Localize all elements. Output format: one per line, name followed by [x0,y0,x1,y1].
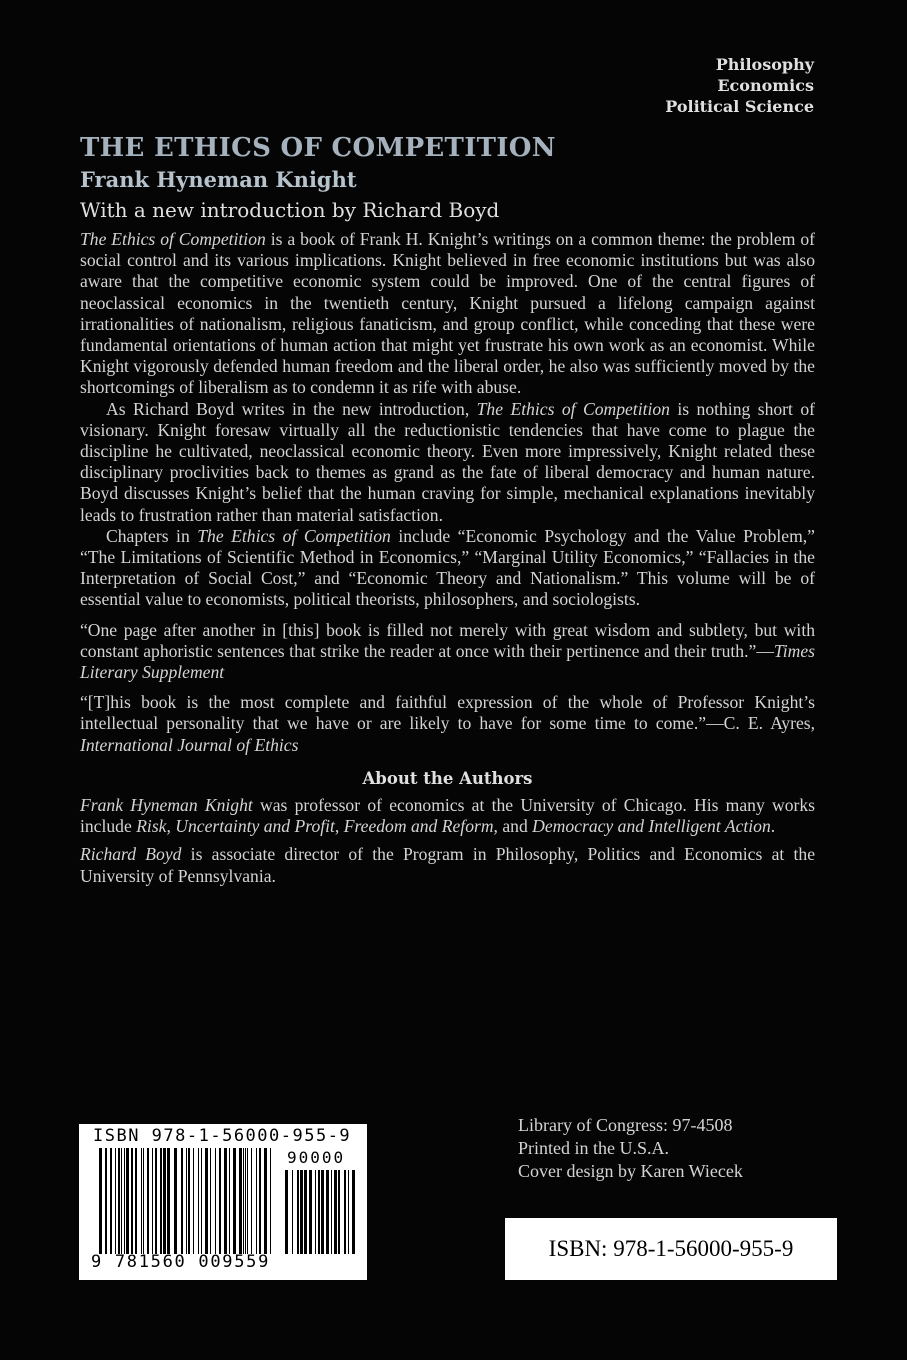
barcode-bar [163,1148,166,1254]
barcode-bar [219,1148,221,1254]
barcode-bar [210,1148,211,1254]
about-authors-heading: About the Authors [362,768,533,788]
category-economics: Economics [717,76,814,95]
barcode-bar [205,1148,208,1254]
category-philosophy: Philosophy [715,55,814,74]
barcode-bar [318,1170,320,1254]
library-of-congress: Library of Congress: 97-4508 [518,1115,733,1135]
barcode-bar [215,1148,216,1254]
book-title: THE ETHICS OF COMPETITION [80,133,556,163]
barcode-bar [174,1148,177,1254]
barcode-bar [115,1148,116,1254]
barcode-bar [126,1148,129,1254]
barcode-bar [141,1148,142,1254]
cover-design-credit: Cover design by Karen Wiecek [518,1161,743,1181]
barcode-bar [338,1170,340,1254]
barcode-bar [118,1148,120,1254]
barcode-bar [256,1148,257,1254]
barcode-bar [224,1148,227,1254]
barcode-bar [352,1170,355,1254]
barcode-bar [188,1148,190,1254]
isbn-barcode [79,1124,367,1280]
barcode-bar [110,1148,112,1254]
category-political-science: Political Science [665,97,814,116]
barcode-bar [135,1148,137,1254]
barcode-digits: 9 781560 009559 [91,1252,271,1272]
barcode-bar [229,1148,230,1254]
review-quote-2: “[T]his book is the most complete and faithful expression of the whole of Professor Knight’s intellectual personality that we have or are likely to have for some time to come.”—C. E. Ayres, International Journal of Ethics [80,692,815,755]
publication-info [518,1114,743,1183]
quote-source: Times Literary Supplement [80,640,815,683]
barcode-bar [201,1148,202,1254]
barcode-bar [245,1148,246,1254]
barcode-bar [131,1148,133,1254]
barcode-bar [309,1170,312,1254]
barcode-addon-bars [285,1170,355,1254]
barcode-bar [198,1148,199,1254]
barcode-bar [105,1148,107,1254]
barcode-bar [300,1170,303,1254]
barcode-bar [259,1148,261,1254]
printed-in: Printed in the U.S.A. [518,1138,669,1158]
barcode-bar [348,1170,349,1254]
barcode-bar [167,1148,170,1254]
book-title-italic: The Ethics of Competition [80,229,266,249]
book-author: Frank Hyneman Knight [80,167,357,192]
barcode-bar [239,1148,242,1254]
barcode-bar [331,1170,332,1254]
barcode-bar [321,1170,324,1254]
description-paragraph-3: Chapters in The Ethics of Competition include “Economic Psychology and the Value Problem,” “The Limitations of Scientific Method in Economics,” “Marginal Utility Economics,” “Fallacies in the Interpretation of Social Cost,” and “Economic Theory and Nationalism.” This volume will be of essential value to economists, political theorists, philosophers, and sociologists. [80,525,815,610]
barcode-bar [304,1170,307,1254]
barcode-bar [160,1148,162,1254]
barcode-bar [152,1148,153,1254]
barcode-bar [264,1148,267,1254]
barcode-bar [315,1170,316,1254]
review-quote-1: “One page after another in [this] book is filled not merely with great wisdom and subtlety, but with constant aphoristic sentences that strike the reader at once with their pertinence and their truth.”—Times Literary Supplement [80,619,815,683]
barcode-bar [251,1148,252,1254]
category-list [665,54,814,117]
book-title-italic: The Ethics of Competition [476,398,670,419]
barcode-bar [243,1148,244,1254]
isbn-text: ISBN: 978-1-56000-955-9 [548,1236,794,1261]
barcode-price-code: 90000 [287,1148,346,1167]
barcode-bar [99,1148,102,1254]
barcode-bar [147,1148,149,1254]
barcode-bar [292,1170,293,1254]
barcode-bar [270,1148,271,1254]
barcode-bar [181,1148,183,1254]
intro-credit: With a new introduction by Richard Boyd [80,198,500,222]
quote-source: International Journal of Ethics [80,734,299,755]
barcode-bar [344,1170,346,1254]
barcode-isbn-label: ISBN 978-1-56000-955-9 [93,1126,352,1146]
barcode-bar [334,1170,337,1254]
description-paragraph-1: The Ethics of Competition is a book of Frank H. Knight’s writings on a common theme: the problem of social control and its various implications. Knight believed in free economic institutions but was also aware that the competitive economic system could be improved. One of the central figures of neoclassical economics in the twentieth century, Knight pursued a lifelong campaign against irrationalities of nationalism, religious fanaticism, and group conflict, while conceding that these were fundamental orientations of human action that might yet frustrate his own work as an economist. While Knight vigorously defended human freedom and the liberal order, he also was sufficiently moved by the shortcomings of liberalism as to condemn it as rife with abuse. [80,229,815,398]
barcode-bar [121,1148,122,1254]
barcode-bar [155,1148,157,1254]
author-bio-knight: Frank Hyneman Knight was professor of economics at the University of Chicago. His many works include Risk, Uncertainty and Profit, Freedom and Reform, and Democracy and Intelligent Action. [80,795,815,837]
book-header [80,131,820,225]
barcode-bar [285,1170,288,1254]
barcode-bar [124,1148,125,1254]
barcode-bar [186,1148,187,1254]
barcode-bar [193,1148,194,1254]
isbn-label-box [505,1218,837,1280]
barcode-bar [326,1170,329,1254]
description-paragraph-2: As Richard Boyd writes in the new introduction, The Ethics of Competition is nothing short of visionary. Knight foresaw virtually all the reductionistic tendencies that have come to plague the discipline he cultivated, neoclassical economic theory. Even more impressively, Knight related these disciplinary proclivities back to themes as grand as the fate of liberal democracy and human nature. Boyd discusses Knight’s belief that the human craving for simple, mechanical explanations inevitably leads to frustration rather than material satisfaction. [80,398,815,525]
blurb-body [80,229,815,887]
book-title-italic: The Ethics of Competition [197,525,391,546]
barcode-bars [99,1148,277,1254]
barcode-bar [143,1148,144,1254]
barcode-bar [247,1148,248,1254]
barcode-bar [297,1170,299,1254]
barcode-bar [233,1148,236,1254]
author-bio-boyd: Richard Boyd is associate director of the Program in Philosophy, Politics and Economics at the University of Pennsylvania. [80,844,816,886]
